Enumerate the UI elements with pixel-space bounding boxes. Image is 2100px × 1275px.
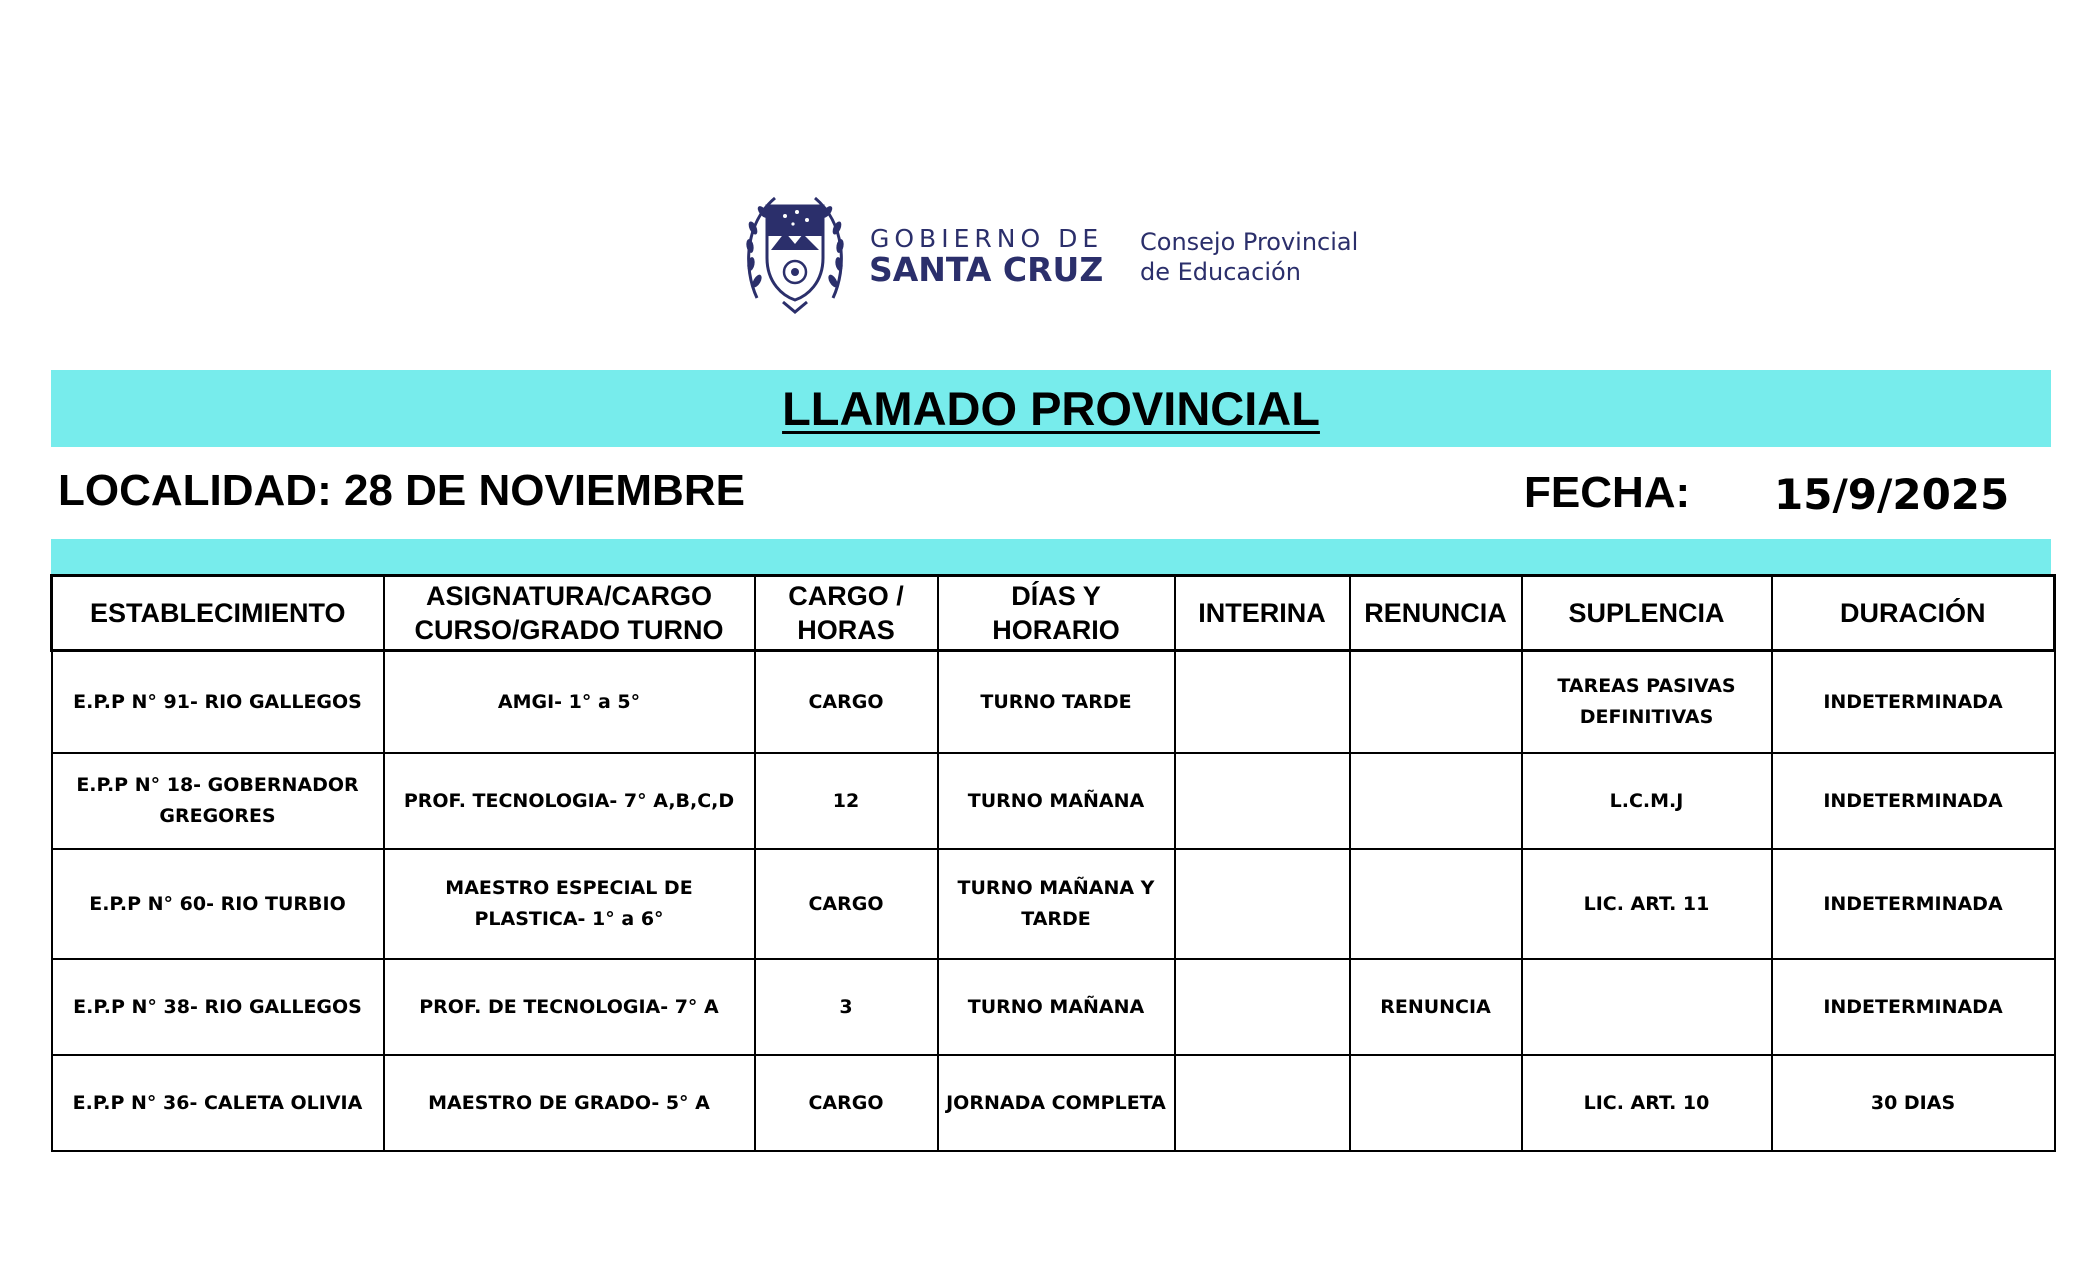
column-header-establecimiento: ESTABLECIMIENTO (52, 576, 384, 651)
cell-suplencia: L.C.M.J (1522, 753, 1772, 849)
cell-establecimiento: E.P.P N° 18- GOBERNADOR GREGORES (52, 753, 384, 849)
table-header-row (52, 576, 2055, 651)
table-row (52, 651, 2055, 754)
cell-cargo-horas: CARGO (755, 1055, 938, 1151)
cell-interina (1175, 1055, 1350, 1151)
cell-establecimiento: E.P.P N° 36- CALETA OLIVIA (52, 1055, 384, 1151)
cell-cargo-horas: 12 (755, 753, 938, 849)
page-title: LLAMADO PROVINCIAL (782, 382, 1320, 435)
column-header-asignatura: ASIGNATURA/CARGO CURSO/GRADO TURNO (384, 576, 755, 651)
cell-interina (1175, 959, 1350, 1055)
cell-establecimiento: E.P.P N° 60- RIO TURBIO (52, 849, 384, 959)
column-header-dias-horario: DÍAS Y HORARIO (938, 576, 1175, 651)
cell-renuncia (1350, 1055, 1522, 1151)
cell-cargo-horas: CARGO (755, 849, 938, 959)
council-name-line1: Consejo Provincial (1140, 228, 1359, 256)
cell-dias-horario: TURNO MAÑANA (938, 959, 1175, 1055)
cell-renuncia (1350, 753, 1522, 849)
provincial-seal-icon (745, 188, 845, 316)
cell-asignatura: AMGI- 1° a 5° (384, 651, 755, 754)
table-row (52, 753, 2055, 849)
cell-asignatura: PROF. DE TECNOLOGIA- 7° A (384, 959, 755, 1055)
column-header-cargo-horas: CARGO / HORAS (755, 576, 938, 651)
fecha-value: 15/9/2025 (1774, 470, 2010, 519)
column-header-suplencia: SUPLENCIA (1522, 576, 1772, 651)
column-header-duracion: DURACIÓN (1772, 576, 2055, 651)
cell-dias-horario: TURNO MAÑANA Y TARDE (938, 849, 1175, 959)
cell-interina (1175, 753, 1350, 849)
cell-asignatura: PROF. TECNOLOGIA- 7° A,B,C,D (384, 753, 755, 849)
title-band (51, 370, 2051, 447)
fecha-label: FECHA: (1524, 468, 1691, 517)
separator-band (51, 539, 2051, 575)
cell-cargo-horas: CARGO (755, 651, 938, 754)
cell-duracion: 30 DIAS (1772, 1055, 2055, 1151)
table-row (52, 959, 2055, 1055)
cell-asignatura: MAESTRO DE GRADO- 5° A (384, 1055, 755, 1151)
cell-suplencia: LIC. ART. 11 (1522, 849, 1772, 959)
government-label: GOBIERNO DE (870, 224, 1104, 253)
cell-interina (1175, 651, 1350, 754)
table-row (52, 849, 2055, 959)
cell-renuncia: RENUNCIA (1350, 959, 1522, 1055)
cell-establecimiento: E.P.P N° 38- RIO GALLEGOS (52, 959, 384, 1055)
cell-renuncia (1350, 849, 1522, 959)
cell-suplencia (1522, 959, 1772, 1055)
cell-suplencia: LIC. ART. 10 (1522, 1055, 1772, 1151)
cell-renuncia (1350, 651, 1522, 754)
cell-dias-horario: TURNO TARDE (938, 651, 1175, 754)
cell-dias-horario: JORNADA COMPLETA (938, 1055, 1175, 1151)
cell-dias-horario: TURNO MAÑANA (938, 753, 1175, 849)
cell-asignatura: MAESTRO ESPECIAL DE PLASTICA- 1° a 6° (384, 849, 755, 959)
cell-duracion: INDETERMINADA (1772, 753, 2055, 849)
cell-interina (1175, 849, 1350, 959)
column-header-interina: INTERINA (1175, 576, 1350, 651)
vacancies-table (50, 574, 2056, 1152)
cell-duracion: INDETERMINADA (1772, 849, 2055, 959)
header-logo (745, 188, 1365, 318)
cell-duracion: INDETERMINADA (1772, 959, 2055, 1055)
column-header-renuncia: RENUNCIA (1350, 576, 1522, 651)
cell-cargo-horas: 3 (755, 959, 938, 1055)
cell-suplencia: TAREAS PASIVAS DEFINITIVAS (1522, 651, 1772, 754)
council-name-line2: de Educación (1140, 258, 1301, 286)
province-name: SANTA CRUZ (869, 250, 1104, 289)
table-row (52, 1055, 2055, 1151)
cell-duracion: INDETERMINADA (1772, 651, 2055, 754)
localidad-label: LOCALIDAD: 28 DE NOVIEMBRE (58, 466, 745, 515)
cell-establecimiento: E.P.P N° 91- RIO GALLEGOS (52, 651, 384, 754)
